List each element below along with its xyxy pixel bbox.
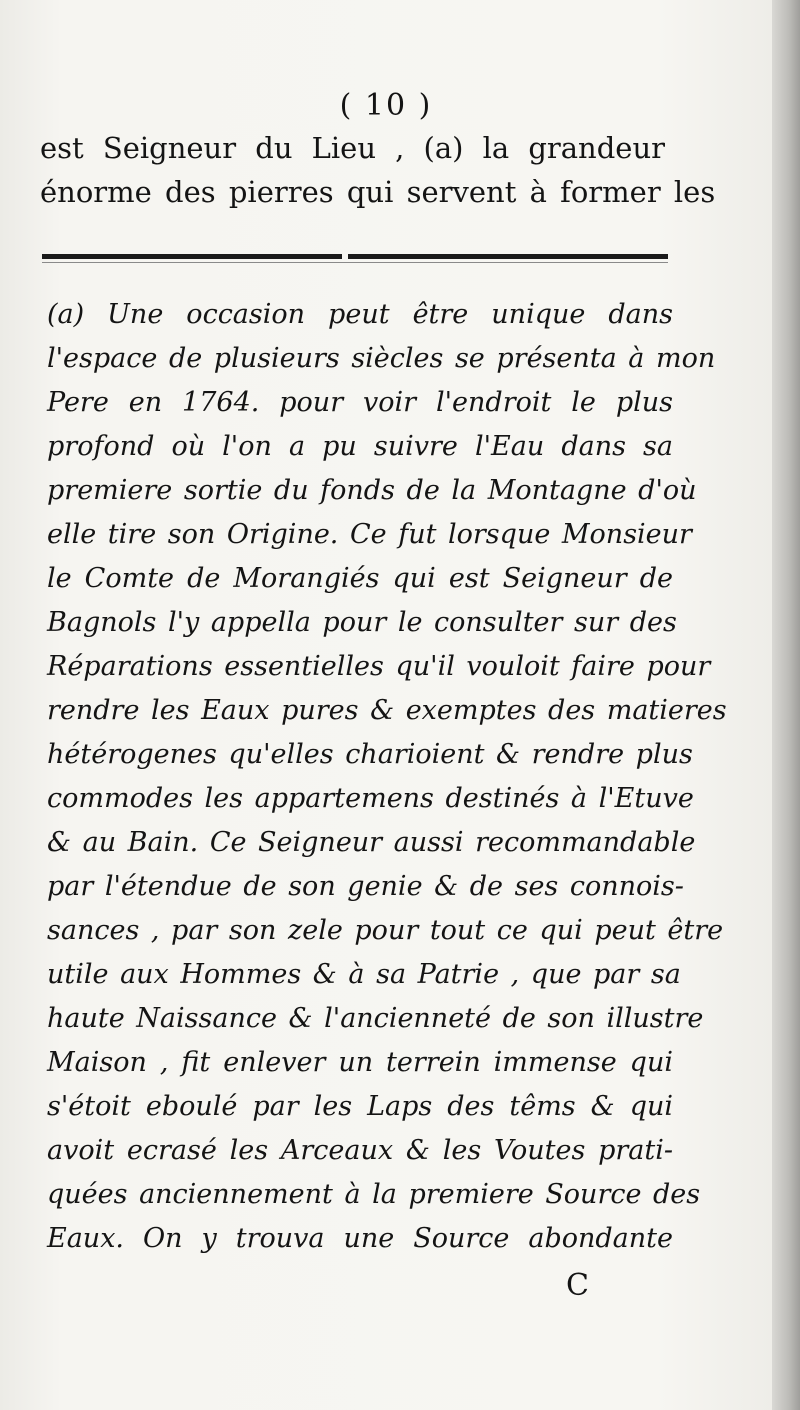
footnote-line-14: par l'étendue de son genie & de ses connois- [47,871,684,902]
footnote-line-7: le Comte de Morangiés qui est Seigneur de [47,563,673,594]
footnote-line-13: & au Bain. Ce Seigneur aussi recommandable [47,827,696,858]
footnote-line-19: s'étoit eboulé par les Laps des têms & qui [47,1091,673,1122]
footnote-line-2: l'espace de plusieurs siècles se présenta à mon [47,343,716,374]
footnote-rule-right [348,254,668,259]
footnote-line-20: avoit ecrasé les Arceaux & les Voutes prati- [47,1135,673,1166]
footnote-line-17: haute Naissance & l'ancienneté de son illustre [47,1003,704,1034]
signature-mark: C [566,1268,589,1303]
footnote-line-9: Réparations essentielles qu'il vouloit faire pour [47,651,711,682]
footnote-line-1: (a) Une occasion peut être unique dans [47,299,673,330]
footnote-line-10: rendre les Eaux pures & exemptes des matieres [47,695,727,726]
footnote-line-5: premiere sortie du fonds de la Montagne d'où [47,475,697,506]
footnote-rule-left [42,254,342,259]
footnote-rule-thin [42,262,668,263]
footnote-line-15: sances , par son zele pour tout ce qui peut être [47,915,724,946]
footnote-line-16: utile aux Hommes & à sa Patrie , que par sa [47,959,681,990]
footnote-line-3: Pere en 1764. pour voir l'endroit le plus [47,387,673,418]
footnote-line-8: Bagnols l'y appella pour le consulter sur des [47,607,677,638]
page-number: ( 10 ) [339,88,433,123]
footnote-line-4: profond où l'on a pu suivre l'Eau dans sa [47,431,673,462]
footnote-line-6: elle tire son Origine. Ce fut lorsque Monsieur [47,519,692,550]
footnote-line-21: quées anciennement à la premiere Source des [47,1179,701,1210]
page-edge-shadow [772,0,800,1410]
body-line-2: énorme des pierres qui servent à former les [40,175,716,209]
footnote-line-22: Eaux. On y trouva une Source abondante [47,1223,673,1254]
body-line-1: est Seigneur du Lieu , (a) la grandeur [40,131,665,165]
footnote-line-11: hétérogenes qu'elles charioient & rendre plus [47,739,693,770]
footnote-line-18: Maison , fit enlever un terrein immense qui [47,1047,673,1078]
footnote-line-12: commodes les appartemens destinés à l'Etuve [47,783,694,814]
